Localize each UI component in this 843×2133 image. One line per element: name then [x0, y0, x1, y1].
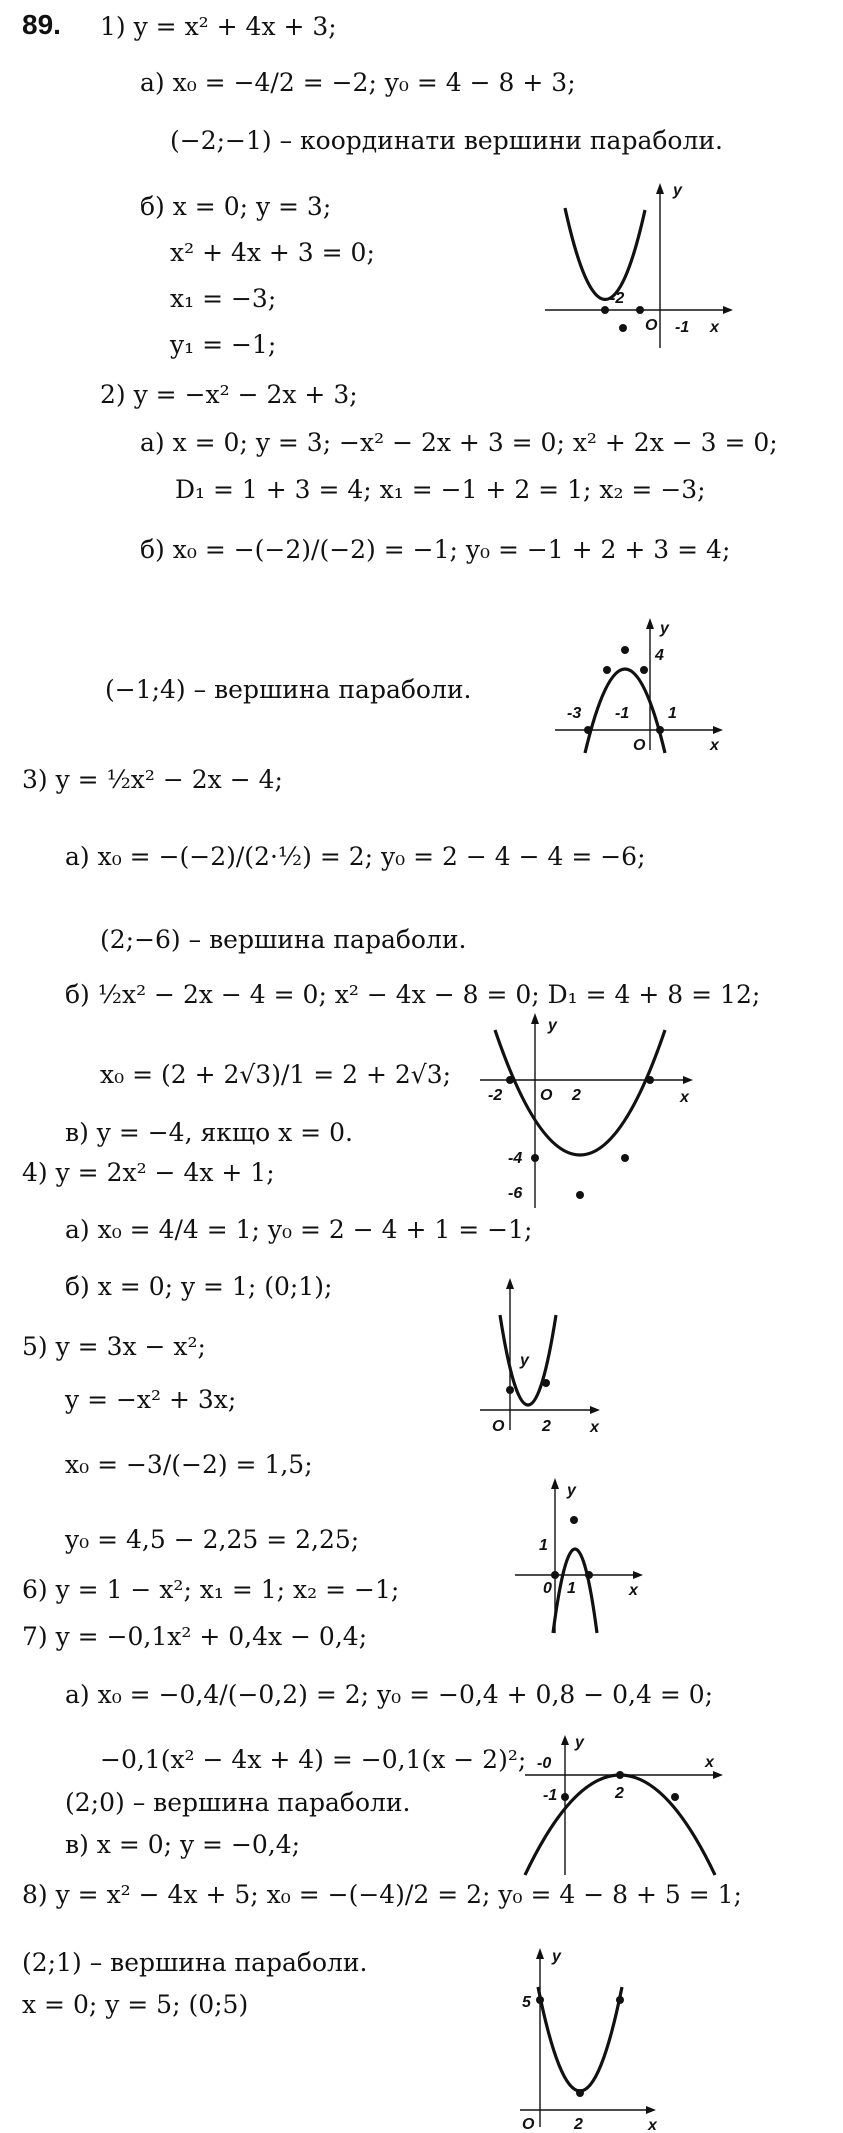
graph-7-tick: O	[522, 2116, 535, 2133]
graph-7-tick: 2	[574, 2116, 583, 2133]
graph-4-y-label: y	[520, 1352, 529, 1369]
graph-5-y-label: y	[567, 1482, 576, 1499]
graph-3-tick: -2	[488, 1087, 503, 1104]
part-1-b-y: y₁ = −1;	[170, 330, 277, 359]
graph-3-tick: -6	[508, 1185, 523, 1202]
graph-3-tick: 2	[572, 1087, 581, 1104]
part-2-b: б) x₀ = −(−2)/(−2) = −1; y₀ = −1 + 2 + 3 = 4;	[140, 535, 731, 564]
graph-6-tick: -1	[543, 1787, 558, 1804]
graph-2-x-label: x	[710, 737, 719, 754]
graph-2-tick: -1	[615, 705, 630, 722]
part-1-a: а) x₀ = −4/2 = −2; y₀ = 4 − 8 + 3;	[140, 68, 576, 97]
graph-2-tick: O	[633, 737, 646, 754]
graph-4-tick: O	[492, 1418, 505, 1435]
graph-1-x-label: x	[710, 319, 719, 336]
part-1-b-root: x₁ = −3;	[170, 284, 277, 313]
part-7-a: а) x₀ = −0,4/(−0,2) = 2; y₀ = −0,4 + 0,8 − 0,4 = 0;	[65, 1680, 714, 1709]
part-7-vertex: (2;0) – вершина параболи.	[65, 1788, 411, 1817]
graph-2-tick: -3	[567, 705, 582, 722]
part-3-a: а) x₀ = −(−2)/(2·½) = 2; y₀ = 2 − 4 − 4 = −6;	[65, 842, 646, 871]
graph-7-y-label: y	[552, 1948, 561, 1965]
graph-1	[545, 180, 735, 350]
part-3-c: в) y = −4, якщо x = 0.	[65, 1118, 353, 1147]
graph-1-tick: -1	[675, 319, 690, 336]
graph-6-x-label: x	[705, 1754, 714, 1771]
graph-7	[500, 1945, 660, 2133]
graph-1-tick: O	[645, 317, 658, 334]
part-2-vertex: (−1;4) – вершина параболи.	[105, 675, 472, 704]
graph-2	[555, 615, 730, 755]
graph-3-y-label: y	[548, 1017, 557, 1034]
graph-4-x-label: x	[590, 1419, 599, 1436]
part-1-vertex: (−2;−1) – координати вершини параболи.	[170, 126, 723, 155]
part-8-2: x = 0; y = 5; (0;5)	[22, 1990, 249, 2019]
graph-2-tick: 1	[668, 705, 677, 722]
part-4-a: а) x₀ = 4/4 = 1; y₀ = 2 − 4 + 1 = −1;	[65, 1215, 533, 1244]
part-7-c: в) x = 0; y = −0,4;	[65, 1830, 301, 1859]
part-7-equation: 7) y = −0,1x² + 0,4x − 0,4;	[22, 1622, 368, 1651]
graph-3-x-label: x	[680, 1089, 689, 1106]
part-5-3: x₀ = −3/(−2) = 1,5;	[65, 1450, 313, 1479]
part-8-equation: 8) y = x² − 4x + 5; x₀ = −(−4)/2 = 2; y₀ = 4 − 8 + 5 = 1;	[22, 1880, 742, 1909]
part-7-a-factor: −0,1(x² − 4x + 4) = −0,1(x − 2)²;	[100, 1745, 527, 1774]
part-5-equation: 5) y = 3x − x²;	[22, 1332, 206, 1361]
part-3-vertex: (2;−6) – вершина параболи.	[100, 925, 467, 954]
graph-5-tick: 0	[543, 1580, 552, 1597]
graph-5-x-label: x	[629, 1582, 638, 1599]
graph-3-tick: -4	[508, 1150, 523, 1167]
graph-4-tick: 2	[542, 1418, 551, 1435]
graph-6-y-label: y	[575, 1734, 584, 1751]
part-2-a: а) x = 0; y = 3; −x² − 2x + 3 = 0; x² + 2x − 3 = 0;	[140, 428, 778, 457]
part-4-b: б) x = 0; y = 1; (0;1);	[65, 1272, 333, 1301]
graph-7-tick: 5	[522, 1994, 531, 2011]
graph-4	[480, 1275, 610, 1435]
problem-number: 89.	[22, 9, 61, 40]
graph-3-tick: O	[540, 1087, 553, 1104]
part-5-4: y₀ = 4,5 − 2,25 = 2,25;	[65, 1525, 360, 1554]
part-4-equation: 4) y = 2x² − 4x + 1;	[22, 1158, 275, 1187]
graph-5-tick: 1	[539, 1537, 548, 1554]
graph-5-tick: 1	[567, 1580, 576, 1597]
part-5-2: y = −x² + 3x;	[65, 1385, 237, 1414]
part-1-equation: 1) y = x² + 4x + 3;	[100, 12, 337, 41]
graph-6	[505, 1735, 730, 1875]
part-3-b: б) ½x² − 2x − 4 = 0; x² − 4x − 8 = 0; D₁ = 4 + 8 = 12;	[65, 980, 761, 1009]
part-2-a-roots: D₁ = 1 + 3 = 4; x₁ = −1 + 2 = 1; x₂ = −3;	[175, 475, 706, 504]
graph-6-tick: -0	[537, 1755, 552, 1772]
part-8-vertex: (2;1) – вершина параболи.	[22, 1948, 368, 1977]
graph-1-tick: -2	[610, 290, 625, 307]
part-3-b-root: x₀ = (2 + 2√3)/1 = 2 + 2√3;	[100, 1060, 452, 1089]
part-1-b-equation: x² + 4x + 3 = 0;	[170, 238, 375, 267]
graph-3	[480, 1010, 700, 1210]
graph-1-y-label: y	[673, 182, 682, 199]
graph-6-tick: 2	[615, 1785, 624, 1802]
part-2-equation: 2) y = −x² − 2x + 3;	[100, 380, 358, 409]
part-3-equation: 3) y = ½x² − 2x − 4;	[22, 765, 283, 794]
part-6-equation: 6) y = 1 − x²; x₁ = 1; x₂ = −1;	[22, 1575, 400, 1604]
graph-2-tick: 4	[655, 647, 664, 664]
graph-2-y-label: y	[660, 620, 669, 637]
part-1-b: б) x = 0; y = 3;	[140, 192, 332, 221]
graph-7-x-label: x	[648, 2117, 657, 2133]
graph-5	[515, 1475, 645, 1635]
